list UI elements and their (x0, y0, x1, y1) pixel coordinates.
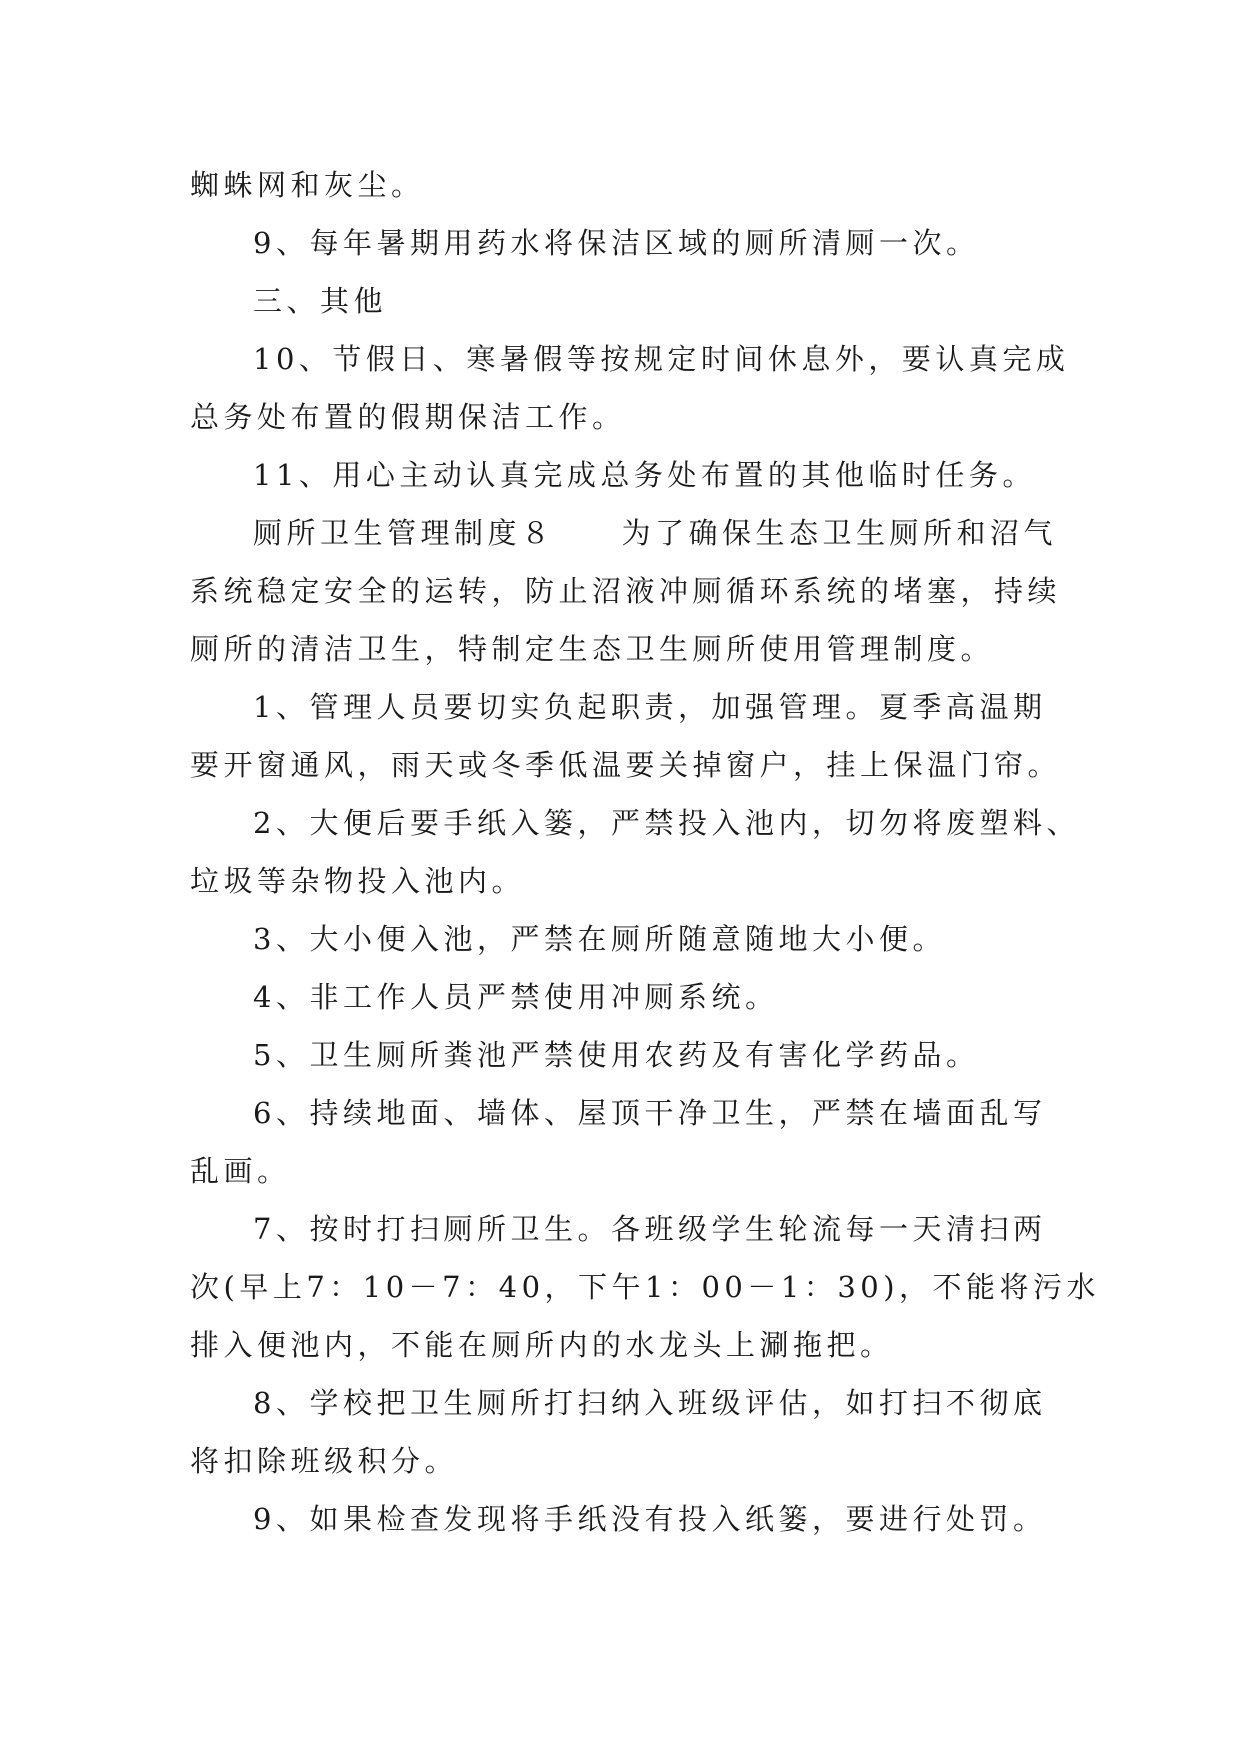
document-body (190, 156, 1101, 1548)
text-line: 1、管理人员要切实负起职责，加强管理。夏季高温期 (253, 690, 1047, 724)
text-line: 11、用心主动认真完成总务处布置的其他临时任务。 (253, 458, 1036, 492)
text-line: 3、大小便入池，严禁在厕所随意随地大小便。 (253, 922, 946, 956)
text-line: 6、持续地面、墙体、屋顶干净卫生，严禁在墙面乱写 (253, 1096, 1047, 1130)
text-line: 8、学校把卫生厕所打扫纳入班级评估，如打扫不彻底 (253, 1386, 1047, 1420)
text-line: 2、大便后要手纸入篓，严禁投入池内，切勿将废塑料、 (253, 806, 1080, 840)
text-line: 5、卫生厕所粪池严禁使用农药及有害化学药品。 (253, 1038, 980, 1072)
text-line: 4、非工作人员严禁使用冲厕系统。 (253, 980, 779, 1014)
text-line: 三、其他 (253, 284, 388, 318)
text-line: 9、每年暑期用药水将保洁区域的厕所清厕一次。 (253, 226, 980, 260)
text-line: 次(早上7：10－7：40，下午1：00－1：30)，不能将污水 (190, 1270, 1101, 1304)
text-line: 要开窗通风，雨天或冬季低温要关掉窗户，挂上保温门帘。 (190, 748, 1062, 782)
text-line: 垃圾等杂物投入池内。 (190, 864, 526, 898)
text-line: 10、节假日、寒暑假等按规定时间休息外，要认真完成 (253, 342, 1070, 376)
text-line: 7、按时打扫厕所卫生。各班级学生轮流每一天清扫两 (253, 1212, 1047, 1246)
text-line: 总务处布置的假期保洁工作。 (190, 400, 626, 434)
text-line: 厕所卫生管理制度８ 为了确保生态卫生厕所和沼气 (253, 516, 1058, 550)
text-line: 将扣除班级积分。 (190, 1444, 459, 1478)
text-line: 乱画。 (190, 1154, 291, 1188)
text-line: 系统稳定安全的运转，防止沼液冲厕循环系统的堵塞，持续 (190, 574, 1062, 608)
text-line: 蜘蛛网和灰尘。 (190, 168, 425, 202)
text-line: 9、如果检查发现将手纸没有投入纸篓，要进行处罚。 (253, 1502, 1047, 1536)
text-line: 排入便池内，不能在厕所内的水龙头上涮拖把。 (190, 1328, 894, 1362)
text-line: 厕所的清洁卫生，特制定生态卫生厕所使用管理制度。 (190, 632, 995, 666)
